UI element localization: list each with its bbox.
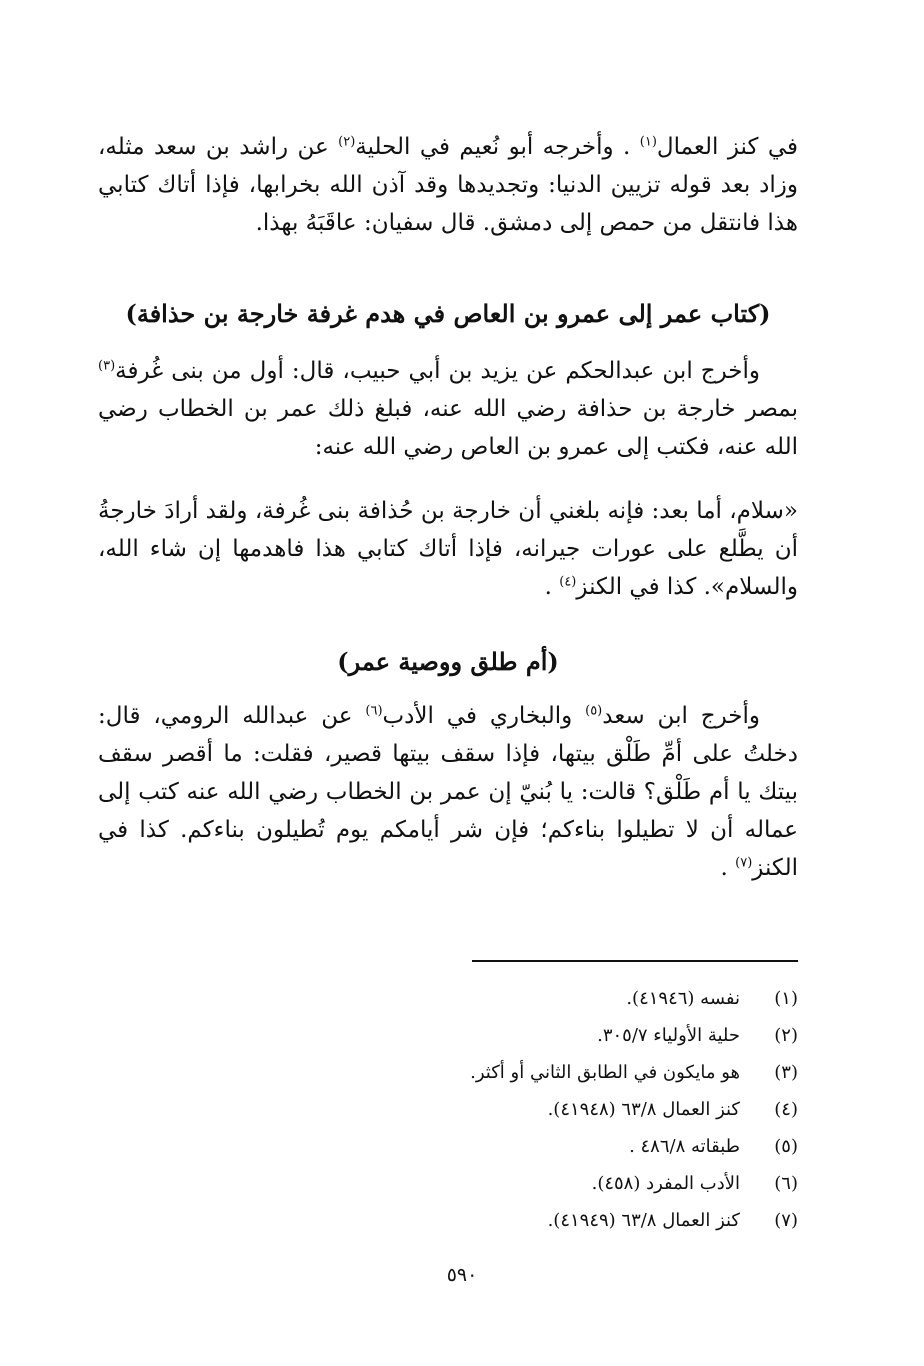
footnote-text: حلية الأولياء ٣٠٥/٧. [597,1025,740,1046]
footnote-item [298,1128,798,1165]
footnote-item [298,980,798,1017]
footnote-ref-4: (٤) [559,574,577,590]
footnote-ref-2: (٢) [338,134,356,150]
page-number: ٥٩٠ [446,1264,478,1286]
paragraph-4-part-b: والبخاري في الأدب [382,703,586,729]
footnote-number: (٣) [774,1062,798,1083]
footnote-text: كنز العمال ٦٣/٨ (٤١٩٤٩). [547,1210,740,1231]
footnote-number: (٥) [774,1136,798,1157]
footnote-number: (٢) [774,1025,798,1046]
paragraph-4-part-d: . [720,855,736,881]
paragraph-2-part-a: وأخرج ابن عبدالحكم عن يزيد بن أبي حبيب، قال: أول من بنى غُرفة [115,358,760,384]
paragraph-4-part-c: عن عبدالله الرومي، قال: دخلتُ على أمِّ طَلْق بيتها، فإذا سقف بيتها قصير، فقلت: ما أقصر سقف بيتك يا أم طَلْق؟ قالت: يا بُنيّ إن عمر بن الخطاب رضي الله عنه كتب إلى عماله أن لا تطيلوا بناءكم؛ فإن شر أيامكم يوم تُطيلون بناءكم. كذا في الكنز [98,703,798,881]
footnote-divider [472,960,798,962]
footnote-item [298,1202,798,1239]
paragraph-3-part-a: «سلام، أما بعد: فإنه بلغني أن خارجة بن حُذافة بنى غُرفة، ولقد أرادَ خارجةُ أن يطَّلع على عورات جيرانه، فإذا أتاك كتابي هذا فاهدمها إن شاء الله، والسلام». كذا في الكنز [98,498,798,600]
paragraph-4-part-a: وأخرج ابن سعد [602,703,760,729]
footnote-ref-1: (١) [639,134,657,150]
paragraph-1-part-c: عن راشد بن سعد مثله، وزاد بعد قوله تزيين الدنيا: وتجديدها وقد آذن الله بخرابها، فإذا أتاك كتابي هذا فانتقل من حمص إلى دمشق. قال سفيان: عاقَبَهُ بهذا. [98,134,798,236]
paragraph-4 [98,697,798,887]
footnotes-list [298,980,798,1239]
footnote-number: (٤) [774,1099,798,1120]
paragraph-1 [98,128,798,242]
footnote-number: (٦) [774,1173,798,1194]
footnote-text: طبقاته ٤٨٦/٨ . [629,1136,740,1157]
paragraph-3-part-b: . [544,574,560,600]
footnote-item [298,1017,798,1054]
footnote-ref-3: (٣) [98,358,116,374]
paragraph-1-part-a: في كنز العمال [656,134,798,160]
section-heading-1: (كتاب عمر إلى عمرو بن العاص في هدم غرفة خارجة بن حذافة) [125,299,771,328]
footnote-text: نفسه (٤١٩٤٦). [626,988,740,1009]
footnote-ref-6: (٦) [365,703,383,719]
section-heading-2: (أم طلق ووصية عمر) [337,647,559,676]
footnote-item [298,1054,798,1091]
footnote-number: (٧) [774,1210,798,1231]
paragraph-3-letter [98,492,798,606]
paragraph-2-part-b: بمصر خارجة بن حذافة رضي الله عنه، فبلغ ذلك عمر بن الخطاب رضي الله عنه، فكتب إلى عمرو بن العاص رضي الله عنه: [98,396,798,460]
paragraph-1-part-b: . وأخرجه أبو نُعيم في الحلية [355,134,640,160]
footnote-text: الأدب المفرد (٤٥٨). [591,1173,740,1194]
footnote-ref-5: (٥) [585,703,603,719]
footnote-item [298,1091,798,1128]
footnote-ref-7: (٧) [735,855,753,871]
footnote-text: هو مايكون في الطابق الثاني أو أكثر. [470,1062,740,1083]
paragraph-2 [98,352,798,466]
footnote-item [298,1165,798,1202]
footnote-number: (١) [774,988,798,1009]
footnote-text: كنز العمال ٦٣/٨ (٤١٩٤٨). [547,1099,740,1120]
